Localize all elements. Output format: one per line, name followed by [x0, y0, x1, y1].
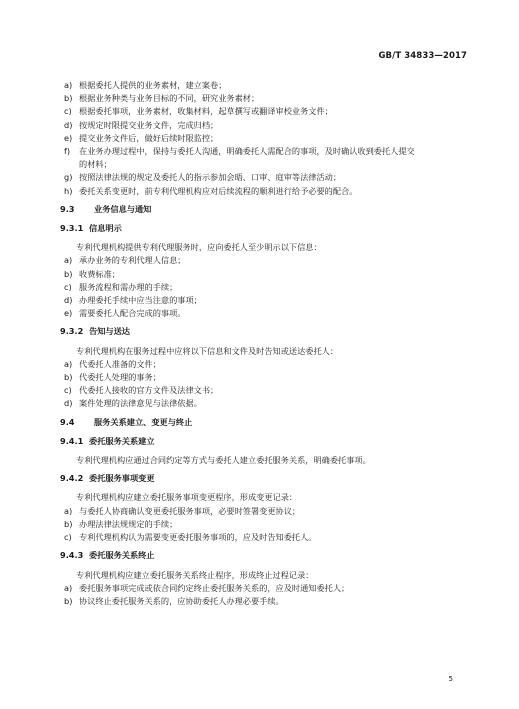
list-item: b) 收费标准； — [64, 268, 120, 279]
list-item: a) 承办业务的专利代理人信息； — [64, 255, 186, 266]
standard-number: GB/T 34833—2017 — [378, 51, 467, 61]
subsection-heading: 9.3.1 信息明示 — [60, 223, 122, 234]
section-heading: 9.4 服务关系建立、变更与终止 — [60, 416, 193, 427]
paragraph: 专利代理机构应建立委托服务事项变更程序，形成变更记录： — [76, 492, 298, 503]
paragraph: 专利代理机构应通过合同约定等方式与委托人建立委托服务关系，明确委托事项。 — [76, 455, 371, 466]
section-heading: 9.3 业务信息与通知 — [60, 203, 152, 214]
list-item: a) 委托服务事项完成或依合同约定终止委托服务关系的，应及时通知委托人； — [64, 582, 350, 593]
list-item: a) 与委托人协商确认变更委托服务事项，必要时签署变更协议； — [64, 505, 301, 516]
paragraph: 专利代理机构在服务过程中应将以下信息和文件及时告知或送达委托人： — [76, 345, 339, 356]
subsection-heading: 9.3.2 告知与送达 — [60, 326, 130, 337]
list-item: b) 根据业务种类与业务目标的不同，研究业务素材； — [64, 93, 260, 104]
subsection-heading: 9.4.1 委托服务关系建立 — [60, 435, 155, 446]
list-item: a) 代委托人准备的文件； — [64, 358, 161, 369]
list-item: f) 在业务办理过程中，保持与委托人沟通，明确委托人需配合的事项，及时确认收到委托人提交 — [64, 146, 415, 157]
subsection-heading: 9.4.2 委托服务事项变更 — [60, 473, 155, 484]
list-item: d) 办理委托手续中应当注意的事项； — [64, 295, 202, 306]
list-item: e) 需要委托人配合完成的事项。 — [64, 308, 186, 319]
list-item: g) 按照法律法规的规定及委托人的指示参加会晤、口审、庭审等法律活动； — [64, 172, 342, 183]
paragraph: 专利代理机构提供专利代理服务时，应向委托人至少明示以下信息： — [76, 242, 322, 253]
subsection-heading: 9.4.3 委托服务关系终止 — [60, 550, 155, 561]
list-item: c) 专利代理机构认为需要变更委托服务事项的，应及时告知委托人。 — [64, 532, 317, 543]
paragraph: 专利代理机构应建立委托服务关系终止程序，形成终止过程记录： — [76, 569, 314, 580]
list-item: b) 协议终止委托服务关系的，应协助委托人办理必要手续。 — [64, 595, 284, 606]
list-item: d) 案件处理的法律意见与法律依据。 — [64, 398, 202, 409]
list-item: h) 委托关系变更时，前专利代理机构应对后续流程的顺利进行给予必要的配合。 — [64, 185, 358, 196]
list-item: b) 代委托人处理的事务； — [64, 372, 161, 383]
list-item: c) 服务流程和需办理的手续； — [64, 281, 178, 292]
list-item: a) 根据委托人提供的业务素材，建立案卷； — [64, 80, 227, 90]
document-body — [60, 79, 470, 608]
list-item: c) 根据委托事项，业务素材，收集材料，起草撰写或翻译审校业务文件； — [64, 106, 333, 117]
list-item: c) 代委托人接收的官方文件及法律文书； — [64, 385, 219, 396]
list-item: d) 按规定时限提交业务文件，完成归档； — [64, 119, 219, 130]
list-item-continuation: 的材料； — [79, 159, 112, 170]
list-item: e) 提交业务文件后，做好后续时限监控； — [64, 132, 219, 143]
list-item: b) 办理法律法规规定的手续； — [64, 518, 178, 529]
page-number: 5 — [448, 675, 453, 683]
